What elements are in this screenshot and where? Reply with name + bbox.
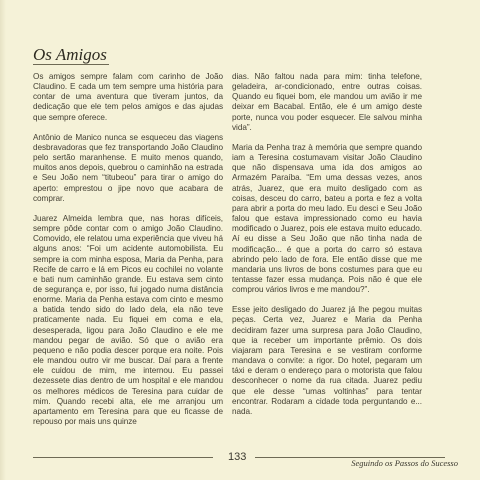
paragraph: Antônio de Manico nunca se esqueceu das viagens desbravadoras que fez transportando João Claudino pelo sertão maranhense. E muito menos quando, muitos anos depois, quebrou o caminhão na estrada e Seu João nem “titubeou” para tirar o amigo do aperto: emprestou o jipe novo que acabara de comprar. [33, 132, 223, 203]
title-underline [33, 64, 109, 65]
paragraph: dias. Não faltou nada para mim: tinha telefone, geladeira, ar-condicionado, entre outras coisas. Quando eu fiquei bom, ele mandou um avião ir me deixar em Bacabal. Então, ele é um amigo deste porte, nunca vou poder esquecer. Ele salvou minha vida”. [232, 72, 422, 132]
paragraph: Os amigos sempre falam com carinho de João Claudino. E cada um tem sempre uma história para contar de uma aventura que tiveram juntos, da dedicação que ele tem pelos amigos e das ajudas que sempre oferece. [33, 72, 223, 122]
paragraph: Juarez Almeida lembra que, nas horas difíceis, sempre pôde contar com o amigo João Claudino. Comovido, ele relatou uma experiência que viveu há alguns anos: “Foi um acidente automobilista. Eu sempre ia com minha esposa, Maria da Penha, para Recife de carro e lá em Picos eu cochilei no volante e bati num caminhão grande. Eu estava sem cinto de segurança e, por isso, fui jogado numa distância enorme. Maria da Penha estava com cinto e mesmo a batida tendo sido do lado dela, ela não teve praticamente nada. Eu fiquei em coma e ela, desesperada, ligou para João Claudino e ele me mandou pegar de avião. Só que o avião era pequeno e não podia descer porque era noite. Pois ele mandou outro vir me buscar. Daí para a frente ele cuidou de mim, me internou. Eu passei dezessete dias dentro de um hospital e ele mandou os melhores médicos de Teresina para cuidar de mim. Quando recebi alta, ele me arranjou um apartamento em Teresina para que eu ficasse de repouso por mais uns quinze [33, 213, 223, 426]
page-number: 133 [228, 451, 247, 463]
running-title: Seguindo os Passos do Sucesso [351, 458, 458, 468]
chapter-title: Os Amigos [33, 45, 107, 64]
paragraph: Maria da Penha traz à memória que sempre quando iam a Teresina costumavam visitar João Claudino que não dispensava uma ida dos amigos ao Armazém Paraíba. “Em uma dessas vezes, anos atrás, Juarez, que era muito desligado com as coisas, desceu do carro, bateu a porta e fez a volta para abrir a porta do meu lado. Eu desci e Seu João falou que estava impressionado como eu havia modificado o Juarez, pois ele estava muito educado. Aí eu disse a Seu João que não tinha nada de modificação... é que a porta do carro só estava abrindo pelo lado de fora. Ele então disse que me mandaria uns livros de bons costumes para que eu tentasse fazer essa mudança. Pois não é que ele comprou vários livros e me mandou?”. [232, 142, 422, 295]
left-column [33, 72, 223, 437]
paragraph: Esse jeito desligado do Juarez já lhe pegou muitas peças. Certa vez, Juarez e Maria da Penha decidiram fazer uma surpresa para João Claudino, que ia receber um importante prêmio. Os dois viajaram para Teresina e se vestiram conforme mandava o convite: a rigor. Do hotel, pegaram um táxi e deram o endereço para o motorista que falou desconhecer o nome da rua citada. Juarez pediu que ele desse “umas voltinhas” para tentar encontrar. Rodaram a cidade toda perguntando e... nada. [232, 305, 422, 416]
right-column [232, 72, 422, 427]
footer-rule-left [33, 457, 213, 458]
page-gutter-shadow [0, 0, 6, 480]
